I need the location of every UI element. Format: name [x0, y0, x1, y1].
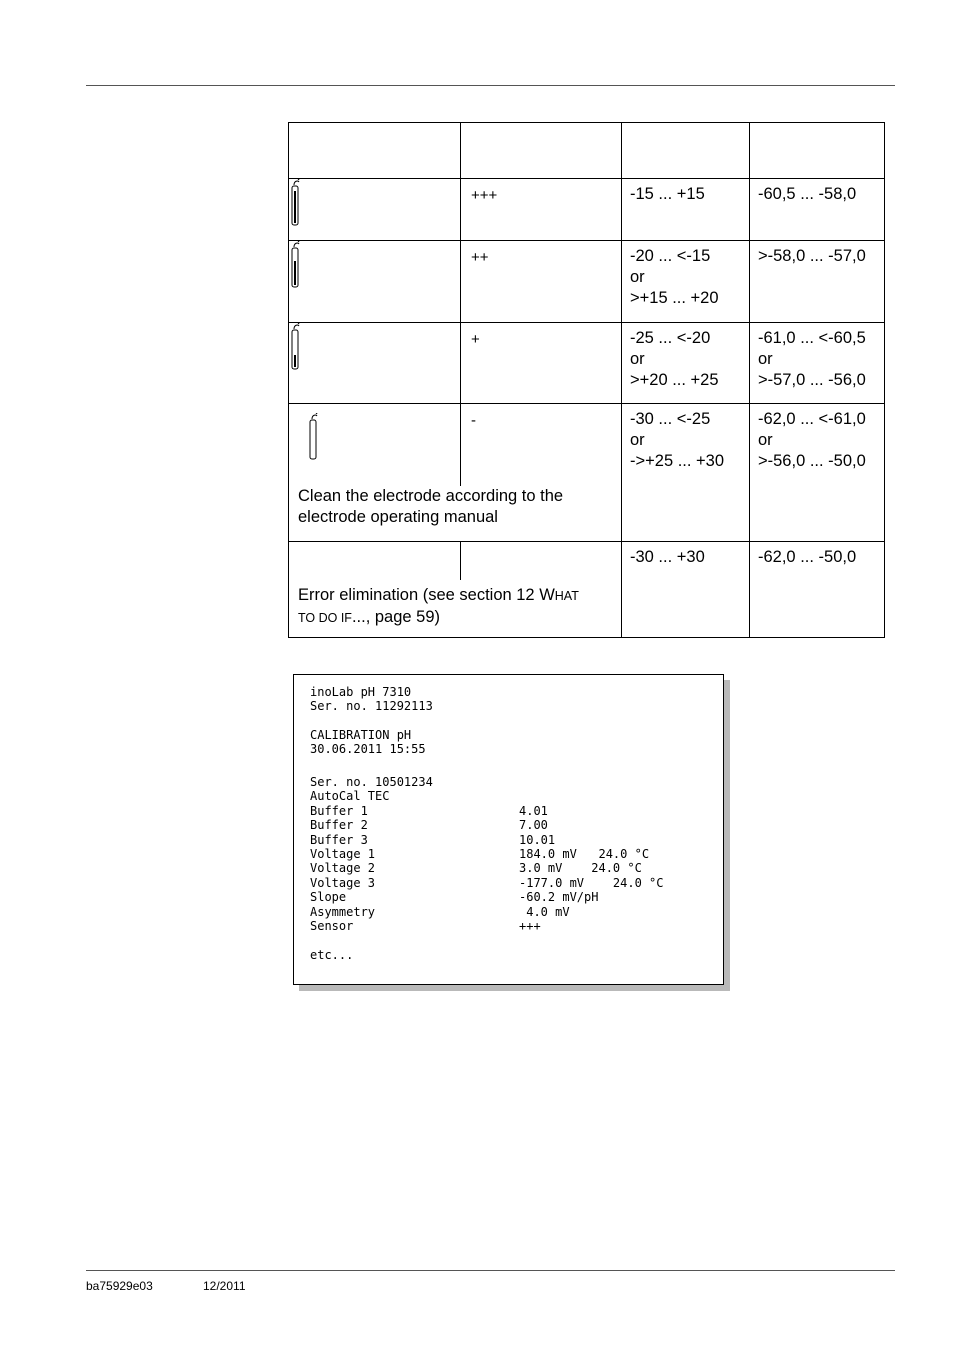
- printout-label: Voltage 2: [310, 861, 376, 875]
- header-cell: [289, 123, 461, 179]
- slope-cell: -62,0 ... <-61,0 or >-56,0 ... -50,0: [750, 404, 885, 542]
- table-row: [289, 179, 885, 241]
- electrode-full-icon: [289, 179, 303, 227]
- zero-point-cell: -25 ... <-20 or >+20 ... +25: [622, 323, 750, 404]
- printout-value: 4.0 mV: [519, 905, 570, 919]
- zero-point-cell: -30 ... +30: [622, 542, 750, 638]
- printout-value: -60.2 mV/pH: [519, 890, 599, 904]
- symbol-text: -: [471, 412, 476, 429]
- cleaning-note: Clean the electrode according to the electrode operating manual: [298, 487, 564, 526]
- header-cell: [622, 123, 750, 179]
- symbol-cell: +: [461, 323, 622, 404]
- printout-footer: etc...: [310, 948, 354, 962]
- partial-divider: [460, 404, 461, 486]
- printout-label: Voltage 3: [310, 876, 376, 890]
- printout-label: Buffer 1: [310, 804, 368, 818]
- zero-point-cell: -15 ... +15: [622, 179, 750, 241]
- electrode-empty-icon: [307, 413, 321, 461]
- symbol-cell: +++: [461, 179, 622, 241]
- printout-label: Asymmetry: [310, 905, 376, 919]
- printout-value: 10.01: [519, 833, 556, 847]
- table-row: [289, 542, 885, 638]
- table-row: [289, 404, 885, 542]
- icon-cell: [289, 179, 461, 241]
- printout-value: 7.00: [519, 818, 548, 832]
- table-row: [289, 241, 885, 323]
- bottom-rule: [86, 1270, 895, 1271]
- printout-value: 3.0 mV 24.0 °C: [519, 861, 642, 875]
- printout-value: +++: [519, 919, 541, 933]
- printout-line: Ser. no. 11292113: [310, 699, 433, 713]
- electrode-half-icon: [289, 323, 303, 371]
- electrode-evaluation-table: [288, 122, 885, 638]
- symbol-cell: ++: [461, 241, 622, 323]
- header-cell: [750, 123, 885, 179]
- electrode-three-quarter-icon: [289, 241, 303, 289]
- slope-cell: -61,0 ... <-60,5 or >-57,0 ... -56,0: [750, 323, 885, 404]
- slope-cell: >-58,0 ... -57,0: [750, 241, 885, 323]
- top-rule: [86, 85, 895, 86]
- zero-point-cell: -30 ... <-25 or ->+25 ... +30: [622, 404, 750, 542]
- printout-value: -177.0 mV 24.0 °C: [519, 876, 664, 890]
- doc-date: 12/2011: [203, 1279, 246, 1293]
- printout-label: Buffer 2: [310, 818, 368, 832]
- partial-divider: [460, 542, 461, 580]
- zero-point-cell: -20 ... <-15 or >+15 ... +20: [622, 241, 750, 323]
- slope-cell: -60,5 ... -58,0: [750, 179, 885, 241]
- header-cell: [461, 123, 622, 179]
- printout-line: AutoCal TEC: [310, 789, 390, 803]
- printout-value: 4.01: [519, 804, 548, 818]
- icon-cell: [289, 241, 461, 323]
- merged-cell: [289, 542, 622, 638]
- slope-cell: -62,0 ... -50,0: [750, 542, 885, 638]
- printout-label: Slope: [310, 890, 347, 904]
- printout-line: CALIBRATION pH: [310, 728, 412, 742]
- printout-label: Buffer 3: [310, 833, 368, 847]
- table-row: [289, 323, 885, 404]
- calibration-printout: [293, 674, 724, 985]
- printout-line: 30.06.2011 15:55: [310, 742, 426, 756]
- icon-cell: [289, 323, 461, 404]
- printout-line: inoLab pH 7310: [310, 685, 412, 699]
- printout-value: 184.0 mV 24.0 °C: [519, 847, 650, 861]
- printout-label: Sensor: [310, 919, 354, 933]
- table-header-row: [289, 123, 885, 179]
- doc-id: ba75929e03: [86, 1279, 153, 1293]
- printout-line: Ser. no. 10501234: [310, 775, 433, 789]
- merged-cell: [289, 404, 622, 542]
- error-elimination-note: Error elimination (see section 12 WHAT TO DO IF..., page 59): [298, 586, 579, 626]
- printout-label: Voltage 1: [310, 847, 376, 861]
